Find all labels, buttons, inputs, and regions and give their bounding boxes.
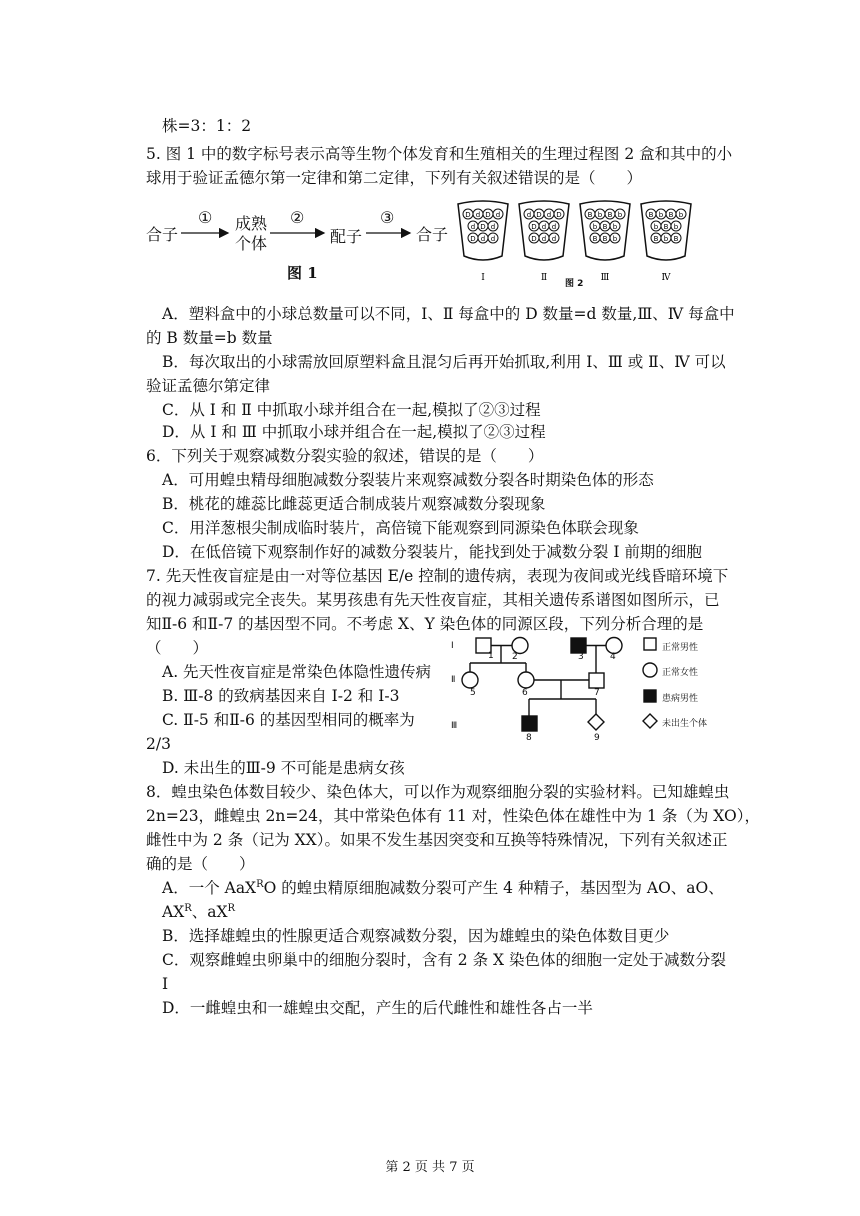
ball-box-1: [458, 201, 508, 283]
ball-label: B: [602, 223, 608, 231]
ball-label: b: [658, 211, 664, 219]
q7-option-c-2: 2/3: [146, 735, 171, 753]
pedigree-individual-5: [462, 672, 478, 688]
q5-option-d: D．从 Ⅰ 和 Ⅲ 中抓取小球并组合在一起,模拟了②③过程: [162, 423, 546, 441]
ball-label: b: [678, 211, 684, 219]
ball-label: d: [490, 223, 496, 231]
ball-label: B: [648, 211, 654, 219]
q7-option-c-1: C. Ⅱ-5 和Ⅱ-6 的基因型相同的概率为: [162, 711, 415, 729]
pedigree-label-4: 4: [610, 652, 616, 662]
ball-label: D: [531, 223, 537, 231]
ball-label: B: [592, 235, 598, 243]
pedigree-gen-3: Ⅲ: [451, 721, 458, 731]
ball-label: B: [673, 235, 679, 243]
ball-label: B: [663, 223, 669, 231]
q7-option-b: B. Ⅲ-8 的致病基因来自 I-2 和 I-3: [162, 687, 400, 705]
q5-option-a-1: A．塑料盒中的小球总数量可以不同，Ⅰ、Ⅱ 每盒中的 D 数量=d 数量,Ⅲ、Ⅳ 每盒中: [162, 305, 735, 323]
ball-label: b: [597, 211, 603, 219]
ball-label: d: [490, 235, 496, 243]
ball-label: b: [673, 223, 679, 231]
box-label: Ⅰ: [481, 273, 485, 283]
pedigree-individual-9: [588, 714, 604, 730]
fig1-arrows: [0, 0, 860, 300]
pedigree-label-9: 9: [594, 733, 600, 743]
pedigree-label-1: 1: [488, 651, 494, 661]
box-label: Ⅱ: [540, 273, 548, 283]
q6-option-a: A．可用蝗虫精母细胞减数分裂装片来观察减数分裂各时期染色体的形态: [162, 471, 654, 489]
ball-label: d: [470, 223, 476, 231]
top-line: 株=3：1：2: [162, 117, 252, 135]
pedigree-individual-6: [518, 672, 534, 688]
fig1-node-4: 合子: [416, 225, 449, 244]
q7-stem-3: 知Ⅱ-6 和Ⅱ-7 的基因型不同。不考虑 X、Y 染色体的同源区段，下列分析合理的是: [146, 615, 704, 633]
q8-stem-3: 雌性中为 2 条（记为 XX）。如果不发生基因突变和互换等特殊情况，下列有关叙述正: [146, 831, 728, 849]
q6-option-c: C．用洋葱根尖制成临时装片，高倍镜下能观察到同源染色体联会现象: [162, 519, 639, 537]
q8-a-post: O 的蝗虫精原细胞减数分裂可产生 4 种精子，基因型为 AO、aO、: [263, 879, 724, 897]
ball-label: d: [480, 235, 486, 243]
pedigree-label-3: 3: [578, 652, 584, 662]
fig1-node-1: 合子: [146, 225, 179, 244]
legend-normal-male-icon: [644, 638, 656, 650]
q5-option-a-2: 的 B 数量=b 数量: [146, 329, 273, 347]
q8-option-b: B．选择雄蝗虫的性腺更适合观察减数分裂，因为雄蝗虫的染色体数目更少: [162, 927, 670, 945]
ball-label: d: [475, 211, 481, 219]
fig2-caption: 图 2: [565, 279, 584, 289]
q8-a2-sup2: R: [227, 902, 236, 914]
ball-label: b: [653, 223, 659, 231]
ball-label: D: [485, 211, 491, 219]
fig1-step-3: ③: [380, 208, 395, 227]
fig1-caption: 图 1: [287, 264, 318, 282]
ball-label: D: [480, 223, 486, 231]
ball-label: D: [556, 211, 562, 219]
pedigree-label-7: 7: [594, 688, 600, 698]
legend-normal-female: 正常女性: [662, 668, 699, 678]
legend-affected-male: 患病男性: [662, 694, 699, 704]
pedigree-gen-1: Ⅰ: [451, 641, 454, 651]
q6-option-d: D．在低倍镜下观察制作好的减数分裂装片，能找到处于减数分裂 Ⅰ 前期的细胞: [162, 543, 702, 561]
q8-option-c-1: C．观察雌蝗虫卵巢中的细胞分裂时，含有 2 条 X 染色体的细胞一定处于减数分裂: [162, 951, 726, 969]
box-label: Ⅳ: [661, 273, 671, 283]
pedigree-gen-2: Ⅱ: [451, 675, 456, 685]
ball-label: D: [531, 235, 537, 243]
q8-a2-sup1: R: [184, 902, 192, 914]
q7-option-a: A. 先天性夜盲症是常染色体隐性遗传病: [162, 663, 432, 681]
q5-option-b-2: 验证孟德尔第定律: [146, 377, 271, 395]
fig1-node-3: 配子: [330, 227, 363, 246]
q8-a-sup: R: [256, 878, 264, 890]
box-label: Ⅲ: [600, 273, 610, 283]
q5-option-b-1: B．每次取出的小球需放回原塑料盒且混匀后再开始抓取,利用 Ⅰ、Ⅲ 或 Ⅱ、Ⅳ 可以: [162, 353, 726, 371]
legend-unborn: 未出生个体: [662, 719, 708, 729]
pedigree-label-2: 2: [512, 652, 518, 662]
ball-label: d: [546, 211, 552, 219]
q8-stem-1: 8．蝗虫染色体数目较少、染色体大，可以作为观察细胞分裂的实验材料。已知雄蝗虫: [146, 783, 730, 801]
q8-option-d: D．一雌蝗虫和一雄蝗虫交配，产生的后代雌性和雄性各占一半: [162, 999, 593, 1017]
ball-label: b: [592, 223, 598, 231]
ball-label: b: [617, 211, 623, 219]
fig1-step-2: ②: [290, 208, 305, 227]
ball-label: B: [587, 211, 593, 219]
fig1-step-1: ①: [198, 208, 213, 227]
ball-label: D: [465, 211, 471, 219]
ball-label: d: [541, 223, 547, 231]
legend-unborn-icon: [643, 714, 657, 728]
q8-a2-b: 、aX: [191, 903, 228, 921]
pedigree-individual-8: [522, 716, 537, 731]
ball-box-3: [580, 201, 630, 283]
ball-box-4: [641, 201, 691, 283]
ball-label: D: [536, 211, 542, 219]
ball-box-2: [519, 201, 569, 283]
legend-normal-male: 正常男性: [662, 643, 699, 653]
ball-label: d: [495, 211, 501, 219]
pedigree-individual-7: [589, 673, 604, 688]
pedigree-label-8: 8: [526, 733, 532, 743]
q8-option-c-2: Ⅰ: [162, 975, 169, 993]
legend-affected-male-icon: [644, 690, 656, 702]
ball-label: D: [470, 235, 476, 243]
q5-option-c: C．从 Ⅰ 和 Ⅱ 中抓取小球并组合在一起,模拟了②③过程: [162, 401, 541, 419]
ball-label: d: [551, 235, 557, 243]
q6-stem: 6．下列关于观察减数分裂实验的叙述，错误的是（ ）: [146, 447, 544, 465]
legend-normal-female-icon: [643, 663, 657, 677]
ball-label: b: [612, 235, 618, 243]
q7-option-d: D. 未出生的Ⅲ-9 不可能是患病女孩: [162, 759, 405, 777]
ball-label: d: [551, 223, 557, 231]
fig1-node-2b: 个体: [235, 234, 268, 253]
fig1-node-2a: 成熟: [235, 214, 268, 233]
ball-label: d: [526, 211, 532, 219]
q8-stem-2: 2n=23，雌蝗虫 2n=24，其中常染色体有 11 对，性染色体在雄性中为 1 条（为 XO），: [146, 807, 760, 825]
q7-stem-1: 7. 先天性夜盲症是由一对等位基因 E/e 控制的遗传病，表现为夜间或光线昏暗环境下: [146, 567, 729, 585]
pedigree-label-6: 6: [522, 688, 528, 698]
ball-label: b: [663, 235, 669, 243]
ball-label: B: [668, 211, 674, 219]
ball-label: b: [612, 223, 618, 231]
ball-label: B: [653, 235, 659, 243]
q6-option-b: B．桃花的雄蕊比雌蕊更适合制成装片观察减数分裂现象: [162, 495, 546, 513]
q5-stem-1: 5. 图 1 中的数字标号表示高等生物个体发育和生殖相关的生理过程图 2 盒和其中的小: [146, 145, 733, 163]
q8-stem-4: 确的是（ ）: [146, 855, 255, 873]
pedigree-label-5: 5: [470, 688, 476, 698]
q7-stem-2: 的视力减弱或完全丧失。某男孩患有先天性夜盲症，其相关遗传系谱图如图所示，已: [146, 591, 720, 609]
q5-stem-2: 球用于验证孟德尔第一定律和第二定律，下列有关叙述错误的是（ ）: [146, 169, 643, 187]
ball-label: B: [607, 211, 613, 219]
ball-label: d: [541, 235, 547, 243]
q8-option-a-2: [162, 902, 235, 922]
q8-a2-a: AX: [162, 903, 185, 921]
ball-label: B: [602, 235, 608, 243]
q8-option-a-1: [162, 878, 724, 898]
pedigree-individual-3: [571, 638, 586, 653]
q7-stem-4: （ ）: [146, 639, 209, 657]
q8-a-pre: A．一个 AaX: [162, 879, 257, 897]
page-footer: 第 2 页 共 7 页: [385, 1160, 475, 1175]
